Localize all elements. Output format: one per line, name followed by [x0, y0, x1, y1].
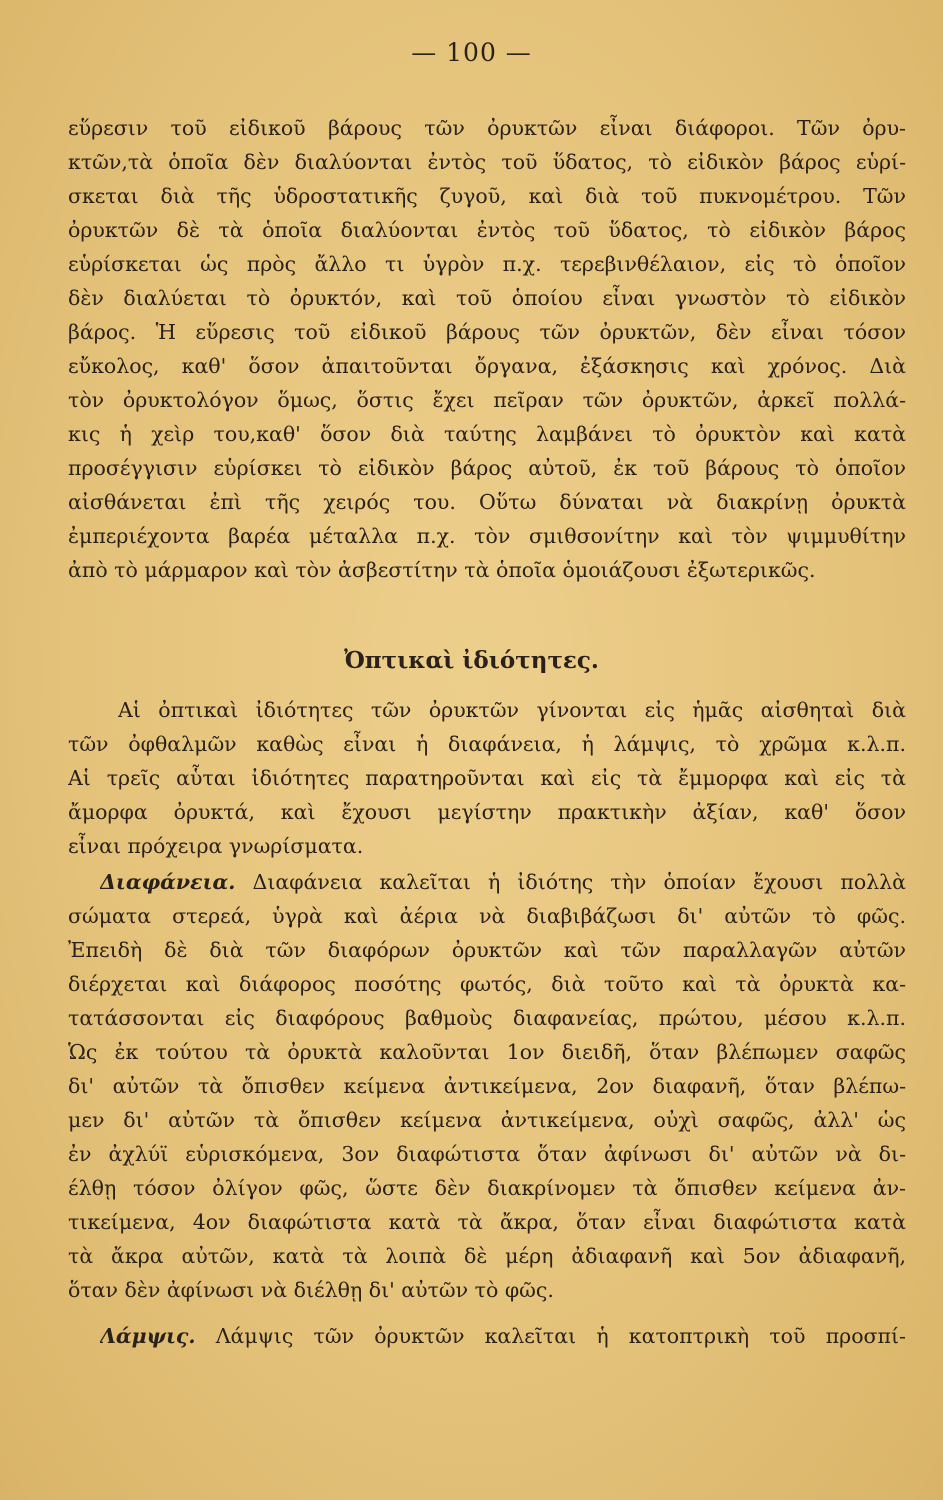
text-line: εὕρεσιν τοῦ εἰδικοῦ βάρους τῶν ὀρυκτῶν εἶναι διάφοροι. Τῶν ὀρυ- [68, 116, 906, 140]
text-line: κτῶν,τὰ ὁποῖα δὲν διαλύονται ἐντὸς τοῦ ὕδατος, τὸ εἰδικὸν βάρος εὑρί- [68, 150, 906, 174]
section-heading: Ὀπτικαὶ ἰδιότητες. [344, 647, 599, 674]
text-line: Ἐπειδὴ δὲ διὰ τῶν διαφόρων ὀρυκτῶν καὶ τῶν παραλλαγῶν αὐτῶν [68, 938, 906, 962]
paragraph-label: Λάμψις. [100, 1324, 196, 1348]
text-line: μεν δι' αὐτῶν τὰ ὄπισθεν κείμενα ἀντικείμενα, οὐχὶ σαφῶς, ἀλλ' ὡς [68, 1108, 906, 1132]
text-line: Αἱ τρεῖς αὗται ἰδιότητες παρατηροῦνται καὶ εἰς τὰ ἔμμορφα καὶ εἰς τὰ [68, 766, 906, 790]
text-line: Αἱ ὀπτικαὶ ἰδιότητες τῶν ὀρυκτῶν γίνονται εἰς ἡμᾶς αἰσθηταὶ διὰ [118, 698, 906, 722]
text-line: τῶν ὀφθαλμῶν καθὼς εἶναι ἡ διαφάνεια, ἡ λάμψις, τὸ χρῶμα κ.λ.π. [68, 732, 906, 756]
text-line: διέρχεται καὶ διάφορος ποσότης φωτός, διὰ τοῦτο καὶ τὰ ὀρυκτὰ κα- [68, 972, 906, 996]
text-line: ὀρυκτῶν δὲ τὰ ὁποῖα διαλύονται ἐντὸς τοῦ ὕδατος, τὸ εἰδικὸν βάρος [68, 218, 906, 242]
text-line: κις ἡ χεὶρ του,καθ' ὅσον διὰ ταύτης λαμβάνει τὸ ὀρυκτὸν καὶ κατὰ [68, 422, 906, 446]
text-line: ἄμορφα ὀρυκτά, καὶ ἔχουσι μεγίστην πρακτικὴν ἀξίαν, καθ' ὅσον [68, 800, 906, 824]
text-line: βάρος. Ἡ εὕρεσις τοῦ εἰδικοῦ βάρους τῶν ὀρυκτῶν, δὲν εἶναι τόσον [68, 320, 906, 344]
text-line: εἶναι πρόχειρα γνωρίσματα. [68, 834, 364, 858]
text-line: ἐν ἀχλύϊ εὑρισκόμενα, 3ον διαφώτιστα ὅταν ἀφίνωσι δι' αὐτῶν νὰ δι- [68, 1142, 906, 1166]
text-line: προσέγγισιν εὑρίσκει τὸ εἰδικὸν βάρος αὐτοῦ, ἐκ τοῦ βάρους τὸ ὁποῖον [68, 456, 906, 480]
text-line: τὰ ἄκρα αὐτῶν, κατὰ τὰ λοιπὰ δὲ μέρη ἀδιαφανῆ καὶ 5ον ἀδιαφανῆ, [68, 1244, 906, 1268]
page-number: — 100 — [411, 38, 532, 67]
text-line: τικείμενα, 4ον διαφώτιστα κατὰ τὰ ἄκρα, ὅταν εἶναι διαφώτιστα κατὰ [68, 1210, 906, 1234]
text-line: έλθῃ τόσον ὀλίγον φῶς, ὥστε δὲν διακρίνομεν τὰ ὄπισθεν κείμενα ἀν- [68, 1176, 906, 1200]
text-line: ἐμπεριέχοντα βαρέα μέταλλα π.χ. τὸν σμιθσονίτην καὶ τὸν ψιμμυθίτην [68, 524, 906, 548]
text-line: αἰσθάνεται ἐπὶ τῆς χειρός του. Οὕτω δύναται νὰ διακρίνῃ ὀρυκτὰ [68, 490, 906, 514]
text-line: εὔκολος, καθ' ὅσον ἀπαιτοῦνται ὄργανα, ἐξάσκησις καὶ χρόνος. Διὰ [68, 354, 906, 378]
text-line: δὲν διαλύεται τὸ ὀρυκτόν, καὶ τοῦ ὁποίου εἶναι γνωστὸν τὸ εἰδικὸν [68, 286, 906, 310]
text-run: Λάμψις τῶν ὀρυκτῶν καλεῖται ἡ κατοπτρικὴ τοῦ προσπί- [215, 1324, 906, 1348]
text-line: ὅταν δὲν ἀφίνωσι νὰ διέλθῃ δι' αὐτῶν τὸ φῶς. [68, 1278, 554, 1302]
text-run: Διαφάνεια καλεῖται ἡ ἰδιότης τὴν ὁποίαν ἔχουσι πολλὰ [252, 870, 906, 894]
text-line: τατάσσονται εἰς διαφόρους βαθμοὺς διαφανείας, πρώτου, μέσου κ.λ.π. [68, 1006, 906, 1030]
text-line: σώματα στερεά, ὑγρὰ καὶ ἀέρια νὰ διαβιβάζωσι δι' αὐτῶν τὸ φῶς. [68, 904, 906, 928]
paragraph-label: Διαφάνεια. [100, 870, 236, 894]
paragraph-first-line [100, 1319, 906, 1353]
text-line: τὸν ὀρυκτολόγον ὅμως, ὅστις ἔχει πεῖραν τῶν ὀρυκτῶν, ἀρκεῖ πολλά- [68, 388, 906, 412]
text-line: ἀπὸ τὸ μάρμαρον καὶ τὸν ἀσβεστίτην τὰ ὁποῖα ὁμοιάζουσι ἐξωτερικῶς. [68, 558, 816, 582]
text-line: σκεται διὰ τῆς ὑδροστατικῆς ζυγοῦ, καὶ διὰ τοῦ πυκνομέτρου. Τῶν [68, 184, 906, 208]
text-line: Ὡς ἐκ τούτου τὰ ὀρυκτὰ καλοῦνται 1ον διειδῆ, ὅταν βλέπωμεν σαφῶς [68, 1040, 906, 1064]
text-line: δι' αὐτῶν τὰ ὄπισθεν κείμενα ἀντικείμενα, 2ον διαφανῆ, ὅταν βλέπω- [68, 1074, 906, 1098]
text-line: εὑρίσκεται ὡς πρὸς ἄλλο τι ὑγρὸν π.χ. τερεβινθέλαιον, εἰς τὸ ὁποῖον [68, 252, 906, 276]
paragraph-first-line [100, 865, 906, 899]
